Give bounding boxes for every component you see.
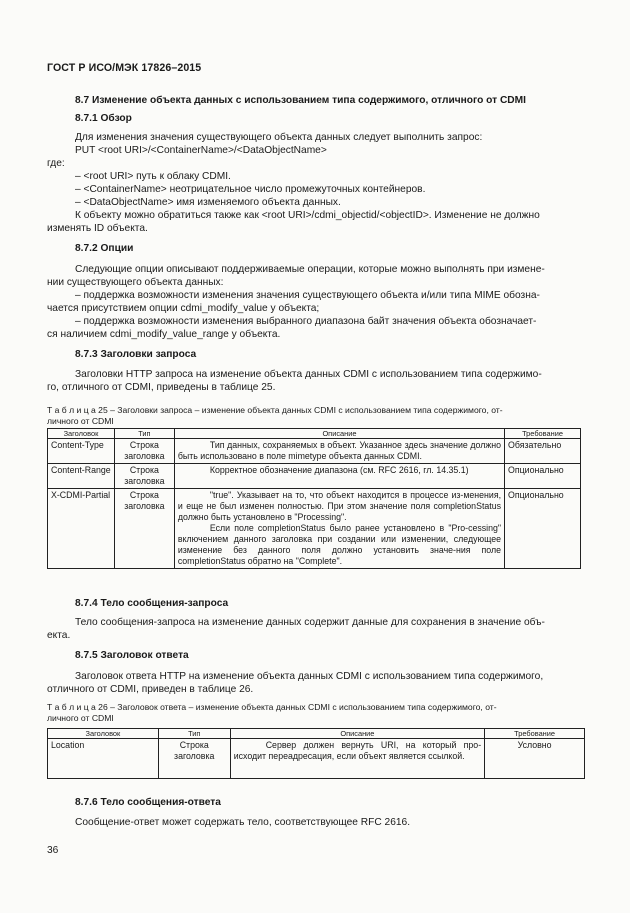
table-header: Тип [114,429,174,439]
table-header: Описание [230,729,484,739]
list-item: – <root URI> путь к облаку CDMI. [75,171,231,182]
paragraph: екта. [47,630,71,641]
paragraph: отличного от CDMI, приведен в таблице 26. [47,684,254,695]
table-row [48,739,585,779]
list-item: – поддержка возможности изменения выбранного диапазона байт значения объекта обозначает- [75,316,537,327]
cell-name: Content-Range [48,464,115,489]
subsection-heading: 8.7.6 Тело сообщения-ответа [75,797,221,808]
table-caption: Т а б л и ц а 25 – Заголовки запроса – изменение объекта данных CDMI с использованием типа содержимого, от- [47,405,503,415]
code-line: PUT <root URI>/<ContainerName>/<DataObjectName> [75,145,327,156]
table-row [48,464,581,489]
cell-type: Строка заголовка [114,439,174,464]
paragraph: нии существующего объекта данных: [47,277,224,288]
subsection-heading: 8.7.1 Обзор [75,113,132,124]
cell-description: Сервер должен вернуть URI, на который про-исходит переадресация, если объект является ссылкой. [230,739,484,779]
paragraph: Заголовок ответа HTTP на изменение объекта данных CDMI с использованием типа содержимого, [75,671,544,682]
table-header: Тип [158,729,230,739]
list-item: – <ContainerName> неотрицательное число промежуточных контейнеров. [75,184,426,195]
cell-description [174,489,504,569]
cell-name: X-CDMI-Partial [48,489,115,569]
paragraph: К объекту можно обратиться также как <root URI>/cdmi_objectid/<objectID>. Изменение не должно [75,210,540,221]
table-caption: личного от CDMI [47,713,114,723]
paragraph: Тело сообщения-запроса на изменение данных содержит данные для сохранения в значение объ- [75,617,545,628]
table-25 [47,428,581,569]
table-row [48,439,581,464]
table-header: Требование [485,729,585,739]
cell-description: Корректное обозначение диапазона (см. RFC 2616, гл. 14.35.1) [174,464,504,489]
cell-type: Строка заголовка [114,464,174,489]
list-item: – поддержка возможности изменения значения существующего объекта и/или типа MIME обозна- [75,290,540,301]
paragraph: го, отличного от CDMI, приведены в таблице 25. [47,382,276,393]
paragraph: где: [47,158,65,169]
table-26 [47,728,585,779]
page-number: 36 [47,845,59,856]
subsection-heading: 8.7.3 Заголовки запроса [75,349,197,360]
paragraph: изменять ID объекта. [47,223,148,234]
subsection-heading: 8.7.5 Заголовок ответа [75,650,189,661]
table-caption: личного от CDMI [47,416,114,426]
section-heading: 8.7 Изменение объекта данных с использованием типа содержимого, отличного от CDMI [75,95,526,106]
table-row [48,489,581,569]
table-header: Требование [505,429,581,439]
subsection-heading: 8.7.4 Тело сообщения-запроса [75,598,229,609]
paragraph: Заголовки HTTP запроса на изменение объекта данных CDMI с использованием типа содержимо- [75,369,542,380]
cell-requirement: Обязательно [505,439,581,464]
list-item: – <DataObjectName> имя изменяемого объекта данных. [75,197,341,208]
standard-title: ГОСТ Р ИСО/МЭК 17826–2015 [47,62,202,74]
cell-description: Тип данных, сохраняемых в объект. Указанное здесь значение должно быть использовано в поле mimetype объекта данных CDMI. [174,439,504,464]
table-caption: Т а б л и ц а 26 – Заголовок ответа – изменение объекта данных CDMI с использованием типа содержимого, от- [47,702,497,712]
cell-requirement: Условно [485,739,585,779]
paragraph: Для изменения значения существующего объекта данных следует выполнить запрос: [75,132,483,143]
cell-requirement: Опционально [505,489,581,569]
table-header: Описание [174,429,504,439]
subsection-heading: 8.7.2 Опции [75,243,134,254]
description-paragraph: "true". Указывает на то, что объект находится в процессе из-менения, и еще не был изменен полностью. При этом значение поля completionStatus должно быть установлено в "Processing". [177,490,502,522]
cell-requirement: Опционально [505,464,581,489]
list-item: ся наличием cdmi_modify_value_range у объекта. [47,329,281,340]
list-item: чается присутствием опции cdmi_modify_value у объекта; [47,303,320,314]
table-header: Заголовок [48,429,115,439]
cell-type: Строка заголовка [114,489,174,569]
table-header: Заголовок [48,729,159,739]
cell-name: Content-Type [48,439,115,464]
cell-name: Location [48,739,159,779]
paragraph: Сообщение-ответ может содержать тело, соответствующее RFC 2616. [75,817,411,828]
description-paragraph: Если поле completionStatus было ранее установлено в "Pro-cessing" включением данного заголовка при создании или изменении, следующее изменение без данного поля должно установить значе-ния поле completionStatus обратно на "Complete". [177,523,502,566]
paragraph: Следующие опции описывают поддерживаемые операции, которые можно выполнять при измене- [75,264,545,275]
cell-type: Строка заголовка [158,739,230,779]
